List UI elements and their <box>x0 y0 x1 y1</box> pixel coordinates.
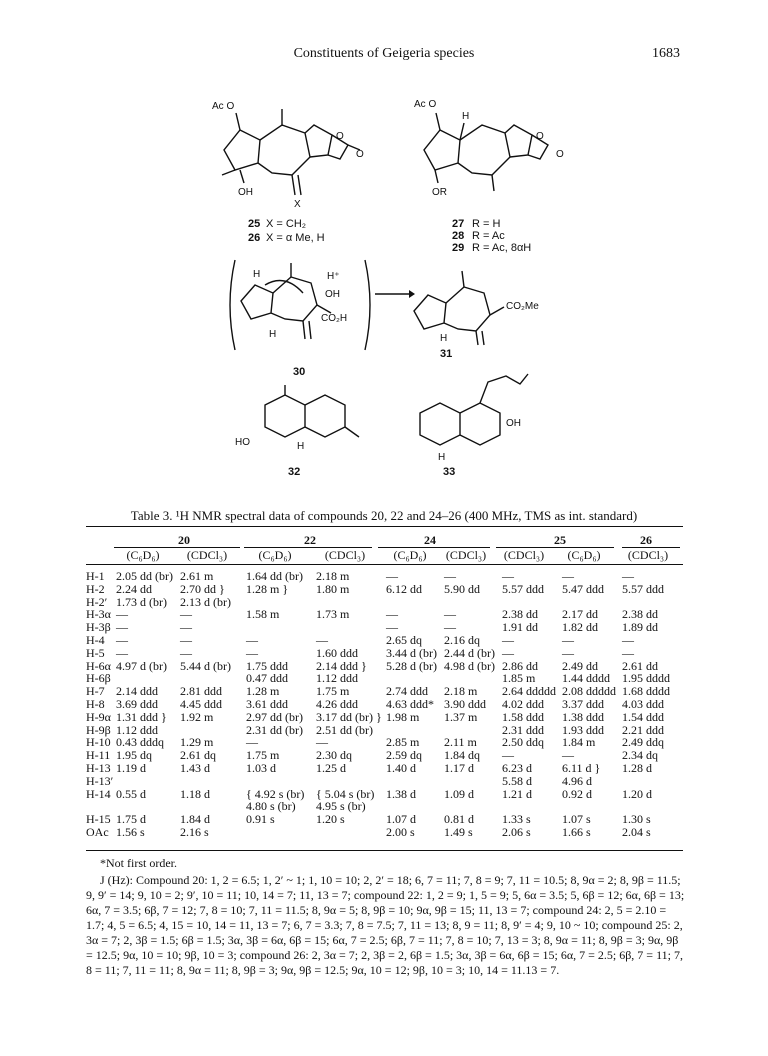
shift-cell: 3.44 d (br) <box>386 645 437 660</box>
shift-cell: 1.95 dddd <box>622 671 670 686</box>
shift-cell: 1.12 ddd <box>116 722 158 737</box>
carboxylic-acid-label: CO₂H <box>321 313 348 324</box>
shift-cell: 2.85 m <box>386 735 420 750</box>
shift-cell: 2.17 dd <box>562 607 598 622</box>
compound-heading: 20 <box>178 533 190 547</box>
shift-cell: 4.98 d (br) <box>444 658 495 673</box>
shift-cell: 2.38 dd <box>622 607 658 622</box>
proton-label-cell: H-15 <box>86 812 111 827</box>
shift-cell: 4.96 d <box>562 773 592 788</box>
shift-cell: 1.28 m } <box>246 581 289 596</box>
label-30: 30 <box>293 366 306 378</box>
structure-27-29 <box>410 95 570 205</box>
shift-cell: 1.58 ddd <box>502 709 544 724</box>
shift-cell: 1.56 s <box>116 824 145 839</box>
shift-cell: 1.60 ddd <box>316 645 358 660</box>
shift-cell: 5.47 ddd <box>562 581 604 596</box>
shift-cell: 3.69 ddd <box>116 696 158 711</box>
shift-cell: 1.28 m <box>246 684 280 699</box>
shift-cell: 1.66 s <box>562 824 591 839</box>
shift-cell: 2.59 dq <box>386 748 422 763</box>
proton-label-cell: H-3β <box>86 620 111 635</box>
structure-31 <box>410 265 540 345</box>
label-26: 26 <box>248 232 261 244</box>
solvent-heading: (C₆D₆) <box>393 548 427 562</box>
proton-label-cell: H-6β <box>86 671 111 686</box>
shift-cell: 5.57 ddd <box>622 581 664 596</box>
shift-cell: 1.85 m <box>502 671 536 686</box>
shift-cell <box>180 775 246 788</box>
shift-cell: — <box>116 620 128 635</box>
shift-cell: 1.07 d <box>386 812 416 827</box>
compound-heading: 25 <box>554 533 566 547</box>
shift-cell: 2.14 ddd } <box>316 658 367 673</box>
solvent-heading: (CDCl₃) <box>324 548 366 562</box>
shift-cell: 1.19 d <box>116 760 146 775</box>
proton-label-cell: H-13 <box>86 760 111 775</box>
shift-cell: 1.28 d <box>622 760 652 775</box>
shift-cell: 2.61 m <box>180 569 214 583</box>
shift-cell: 1.64 dd (br) <box>246 569 303 583</box>
shift-cell: 2.30 dq <box>316 748 352 763</box>
shift-cell: 1.93 ddd <box>562 722 604 737</box>
shift-cell: 1.80 m <box>316 581 350 596</box>
h-label: H <box>297 441 305 452</box>
shift-cell: 4.97 d (br) <box>116 658 167 673</box>
shift-cell: 1.75 d <box>116 812 146 827</box>
proton-label-cell: H-1 <box>86 569 105 583</box>
shift-cell: 1.75 m <box>316 684 350 699</box>
structure-32 <box>235 385 365 460</box>
shift-cell: 2.16 dq <box>444 632 480 647</box>
shift-cell: 5.58 d <box>502 773 532 788</box>
proton-label-cell: H-2 <box>86 581 105 596</box>
shift-cell: — <box>116 632 128 647</box>
shift-cell: — <box>316 632 328 647</box>
shift-cell: 1.12 ddd <box>316 671 358 686</box>
shift-cell: 1.43 d <box>180 760 210 775</box>
shift-cell: — <box>502 569 514 583</box>
shift-cell: 3.17 dd (br) } <box>316 709 382 724</box>
shift-cell: 2.61 dd <box>622 658 658 673</box>
caption-29: R = Ac, 8αH <box>472 242 532 254</box>
shift-cell: — <box>180 632 192 647</box>
shift-cell: 1.33 s <box>502 812 531 827</box>
solvent-heading: (C₆D₆) <box>126 548 160 562</box>
table-row <box>86 647 683 660</box>
shift-cell: 1.31 ddd } <box>116 709 167 724</box>
shift-cell: 2.18 m <box>444 684 478 699</box>
table-caption: Table 3. ¹H NMR spectral data of compounds 20, 22 and 24–26 (400 MHz, TMS as int. standard) <box>130 508 638 523</box>
caption-28: R = Ac <box>472 230 505 242</box>
shift-cell: 1.84 dq <box>444 748 480 763</box>
shift-cell: 1.91 dd <box>502 620 538 635</box>
running-title: Constituents of Geigeria species <box>293 46 475 61</box>
shift-cell: 1.73 d (br) <box>116 594 167 609</box>
shift-cell: 2.00 s <box>386 824 415 839</box>
shift-cell: — <box>622 632 634 647</box>
shift-cell: 2.70 dd } <box>180 581 225 596</box>
proton-label-cell: H-8 <box>86 696 105 711</box>
shift-cell: 2.05 dd (br) <box>116 569 173 583</box>
shift-cell: — <box>444 620 456 635</box>
shift-cell <box>386 775 444 788</box>
shift-cell: 1.84 m <box>562 735 596 750</box>
label-25: 25 <box>248 218 261 230</box>
table-bottom-rule <box>86 850 683 851</box>
shift-cell: — <box>116 645 128 660</box>
shift-cell: — <box>502 645 514 660</box>
shift-cell: — <box>246 645 258 660</box>
proton-label-cell: OAc <box>86 824 109 839</box>
shift-cell: 1.49 s <box>444 824 473 839</box>
caption-26: X = α Me, H <box>266 232 325 244</box>
shift-cell: 2.86 dd <box>502 658 538 673</box>
shift-cell: 1.25 d <box>316 760 346 775</box>
shift-cell: 4.26 ddd <box>316 696 358 711</box>
shift-cell: 1.95 dq <box>116 748 152 763</box>
shift-cell: — <box>246 632 258 647</box>
shift-cell: 1.29 m <box>180 735 214 750</box>
table-top-rule <box>86 526 683 527</box>
shift-cell: 1.37 m <box>444 709 478 724</box>
svg-text:O: O <box>536 131 544 142</box>
page-number: 1683 <box>652 46 680 61</box>
shift-cell: 4.95 s (br) <box>316 799 366 814</box>
proton-label-cell: H-13′ <box>86 773 114 788</box>
label-28: 28 <box>452 230 465 242</box>
shift-cell: — <box>444 569 456 583</box>
shift-cell: 1.17 d <box>444 760 474 775</box>
proton-label-cell: H-7 <box>86 684 105 699</box>
shift-cell: 5.44 d (br) <box>180 658 231 673</box>
shift-cell <box>316 775 386 788</box>
shift-cell: 2.51 dd (br) <box>316 722 373 737</box>
shift-cell: 4.45 ddd <box>180 696 222 711</box>
shift-cell: — <box>246 735 258 750</box>
table-row <box>86 711 683 724</box>
shift-cell: 2.16 s <box>180 824 209 839</box>
solvent-heading: (C₆D₆) <box>567 548 601 562</box>
proton-label-cell: H-10 <box>86 735 111 750</box>
shift-cell: 5.90 dd <box>444 581 480 596</box>
shift-cell: 1.92 m <box>180 709 214 724</box>
proton-label-cell: H-9β <box>86 722 111 737</box>
shift-cell: 4.03 ddd <box>622 696 664 711</box>
shift-cell: 5.57 ddd <box>502 581 544 596</box>
solvent-heading: (CDCl₃) <box>503 548 545 562</box>
shift-cell: 0.47 ddd <box>246 671 288 686</box>
table-row <box>86 583 683 596</box>
shift-cell: — <box>386 620 398 635</box>
proton-label-cell: H-14 <box>86 786 111 801</box>
table-header-rule <box>86 564 683 565</box>
shift-cell: 1.20 s <box>316 812 345 827</box>
table-row <box>86 736 683 749</box>
shift-cell: 2.06 s <box>502 824 531 839</box>
hydroxy-label: OH <box>238 187 253 198</box>
svg-text:O: O <box>336 131 344 142</box>
shift-cell: 2.49 ddq <box>622 735 664 750</box>
table-row <box>86 621 683 634</box>
shift-cell: — <box>316 735 328 750</box>
structure-30 <box>225 255 375 355</box>
shift-cell: — <box>386 607 398 622</box>
table-row <box>86 826 683 839</box>
shift-cell: 2.44 d (br) <box>444 645 495 660</box>
hydroxy-label: HO <box>235 437 250 448</box>
shift-cell: 1.68 dddd <box>622 684 670 699</box>
shift-cell <box>316 826 386 839</box>
shift-cell: 1.82 dd <box>562 620 598 635</box>
shift-cell: 2.08 ddddd <box>562 684 616 699</box>
shift-cell: 2.13 d (br) <box>180 594 231 609</box>
table-row <box>86 775 683 788</box>
shift-cell: 1.21 d <box>502 786 532 801</box>
h-label-2: H <box>269 329 277 340</box>
proton-label-cell: H-4 <box>86 632 105 647</box>
acetoxy-label: Ac O <box>212 101 235 112</box>
shift-cell: 6.23 d <box>502 760 532 775</box>
shift-cell: 4.02 ddd <box>502 696 544 711</box>
shift-cell: 5.28 d (br) <box>386 658 437 673</box>
shift-cell: 2.14 ddd <box>116 684 158 699</box>
acetoxy-label: Ac O <box>414 99 437 110</box>
shift-cell: 1.84 d <box>180 812 210 827</box>
shift-cell: 0.91 s <box>246 812 275 827</box>
compound-heading: 24 <box>424 533 436 547</box>
shift-cell: 1.30 s <box>622 812 651 827</box>
proton-label-cell: H-11 <box>86 748 111 763</box>
shift-cell: 1.44 dddd <box>562 671 610 686</box>
x-label: X <box>294 199 301 210</box>
shift-cell: 1.40 d <box>386 760 416 775</box>
reaction-arrow <box>373 288 415 300</box>
shift-cell: 0.43 dddq <box>116 735 164 750</box>
shift-cell: 2.04 s <box>622 824 651 839</box>
h-label: H <box>438 452 446 463</box>
shift-cell: 0.81 d <box>444 812 474 827</box>
shift-cell: — <box>622 569 634 583</box>
h-label: H <box>462 111 470 122</box>
hydroxy-label: OH <box>506 418 521 429</box>
solvent-heading: (CDCl₃) <box>445 548 487 562</box>
proton-label-cell: H-2′ <box>86 594 108 609</box>
shift-cell: — <box>444 607 456 622</box>
shift-cell: 2.65 dq <box>386 632 422 647</box>
shift-cell: — <box>562 645 574 660</box>
shift-cell: { 5.04 s (br) <box>316 786 375 801</box>
solvent-heading: (CDCl₃) <box>186 548 228 562</box>
shift-cell: 2.34 dq <box>622 748 658 763</box>
shift-cell: 1.98 m <box>386 709 420 724</box>
shift-cell: 2.31 ddd <box>502 722 544 737</box>
shift-cell: — <box>562 569 574 583</box>
shift-cell: 2.24 dd <box>116 581 152 596</box>
shift-cell: — <box>386 569 398 583</box>
shift-cell: 1.09 d <box>444 786 474 801</box>
compound-heading: 26 <box>640 533 652 547</box>
shift-cell: 6.12 dd <box>386 581 422 596</box>
proton-label-cell: H-6α <box>86 658 111 673</box>
solvent-heading: (C₆D₆) <box>258 548 292 562</box>
h-label: H <box>440 333 448 344</box>
shift-cell: 3.90 ddd <box>444 696 486 711</box>
shift-cell: 1.18 d <box>180 786 210 801</box>
shift-cell: — <box>502 748 514 763</box>
hydroxy-label: OH <box>325 289 340 300</box>
shift-cell: 0.92 d <box>562 786 592 801</box>
shift-cell: 2.38 dd <box>502 607 538 622</box>
label-33: 33 <box>443 466 456 478</box>
shift-cell: 2.21 ddd <box>622 722 664 737</box>
shift-cell: { 4.92 s (br) <box>246 786 305 801</box>
label-27: 27 <box>452 218 465 230</box>
shift-cell <box>116 775 180 788</box>
shift-cell: 3.61 ddd <box>246 696 288 711</box>
label-29: 29 <box>452 242 465 254</box>
shift-cell: 2.49 dd <box>562 658 598 673</box>
solvent-heading: (CDCl₃) <box>627 548 669 562</box>
table-row <box>86 800 683 813</box>
shift-cell: 1.03 d <box>246 760 276 775</box>
shift-cell: — <box>116 607 128 622</box>
shift-cell: 6.11 d } <box>562 760 601 775</box>
shift-cell: 1.54 ddd <box>622 709 664 724</box>
shift-cell: 3.37 ddd <box>562 696 604 711</box>
shift-cell <box>622 775 683 788</box>
coupling-constants: J (Hz): Compound 20: 1, 2 = 6.5; 1, 2′ ~ 1; 1, 10 = 10; 2, 2′ = 18; 6, 7 = 11; 7, 8 = 9; 7, 11 = 10.5; 8, 9α = 2; 8, 9β = 11.5; 9, 9′ = 14; 9, 10 = 2; 9′, 10 = 11; 10, 14 = 7; 11, 13 = 7; compound 22: 1, 2 = 9; 1, 5 = 9; 5, 6α = 3.5; 5, 6β = 12; 6α, 6β = 13; 6α, 7 = 3.5; 6β, 7 = 12; 7, 8 = 10; 7, 11 = 11.5; 8, 9α = 5; 8, 9β = 10; 9α, 9β = 15; 11, 13 = 7; compound 24: 2, 5 = 2.10 = 1.7; 4, 5 = 6.5; 4, 15 = 10, 14 = 11, 13 = 7; 6, 7 = 3.3; 7, 8 = 7.5; 7, 11 = 13; 8, 9 = 11; 8, 9′ = 4; 9, 10 ~ 10; compound 25: 2, 3α = 7; 2, 3β = 1.5; 6β = 1.5; 3α, 3β = 6α, 6β = 15; 6α, 7 = 2.5; 6β, 7 = 11; 7, 8 = 10; 7, 13 = 3; 8, 9α = 11; 8, 9β = 3; 9α, 9β = 12.5; 9α, 10 = 10; 9β, 10 = 3; compound 26: 2, 3α = 7; 2, 3β = 2, 6β = 1.5; 3α, 3β = 6α, 6β = 15; 6α, 7 = 2.5; 6β, 7 = 11; 7, 8 = 11; 7, 11 = 11; 8, 9α = 11; 8, 9β = 3; 9α, 9β = 12.5; 9α, 10 = 12; 9β, 10 = 3; 10, 14 = 11.13 = 7. <box>86 873 685 977</box>
shift-cell: 2.61 dq <box>180 748 216 763</box>
label-32: 32 <box>288 466 301 478</box>
shift-cell: 2.74 ddd <box>386 684 428 699</box>
shift-cell: 2.50 ddq <box>502 735 544 750</box>
caption-27: R = H <box>472 218 501 230</box>
shift-cell: 1.75 ddd <box>246 658 288 673</box>
methyl-ester-label: CO₂Me <box>506 301 539 312</box>
shift-cell: 1.75 m <box>246 748 280 763</box>
shift-cell <box>444 775 502 788</box>
or-label: OR <box>432 187 447 198</box>
shift-cell: — <box>180 607 192 622</box>
shift-cell: 2.11 m <box>444 735 477 750</box>
shift-cell: 2.18 m <box>316 569 350 583</box>
table-row <box>86 813 683 826</box>
compound-heading: 22 <box>304 533 316 547</box>
shift-cell: 1.38 d <box>386 786 416 801</box>
shift-cell: 2.81 ddd <box>180 684 222 699</box>
table-row <box>86 634 683 647</box>
shift-cell: — <box>502 632 514 647</box>
svg-text:O: O <box>556 149 564 160</box>
table-row <box>86 762 683 775</box>
shift-cell: 0.55 d <box>116 786 146 801</box>
shift-cell: 1.58 m <box>246 607 280 622</box>
shift-cell: 1.38 ddd <box>562 709 604 724</box>
proton-label-cell: H-5 <box>86 645 105 660</box>
structure-25-26 <box>210 95 370 210</box>
shift-cell: 1.73 m <box>316 607 350 622</box>
shift-cell: 1.07 s <box>562 812 591 827</box>
h-label-1: H <box>253 269 261 280</box>
table-row <box>86 698 683 711</box>
shift-cell: 2.31 dd (br) <box>246 722 303 737</box>
structure-33 <box>410 368 550 463</box>
svg-text:O: O <box>356 149 364 160</box>
shift-cell: 1.20 d <box>622 786 652 801</box>
table-notes <box>86 856 686 978</box>
nmr-table <box>86 570 683 839</box>
shift-cell <box>246 826 316 839</box>
proton-label-cell: H-9α <box>86 709 111 724</box>
label-31: 31 <box>440 348 453 360</box>
table-row <box>86 788 683 801</box>
shift-cell: 4.63 ddd* <box>386 696 434 711</box>
shift-cell: 2.97 dd (br) <box>246 709 303 724</box>
shift-cell: — <box>562 632 574 647</box>
proton-label: H⁺ <box>327 271 340 282</box>
proton-label-cell: H-3α <box>86 607 111 622</box>
caption-25: X = CH₂ <box>266 218 307 230</box>
shift-cell <box>246 775 316 788</box>
shift-cell: 2.64 ddddd <box>502 684 556 699</box>
shift-cell: 1.89 dd <box>622 620 658 635</box>
shift-cell: — <box>622 645 634 660</box>
shift-cell: — <box>180 620 192 635</box>
shift-cell: — <box>562 748 574 763</box>
shift-cell: — <box>180 645 192 660</box>
footnote: *Not first order. <box>100 856 177 870</box>
table-row <box>86 570 683 583</box>
shift-cell: 4.80 s (br) <box>246 799 296 814</box>
